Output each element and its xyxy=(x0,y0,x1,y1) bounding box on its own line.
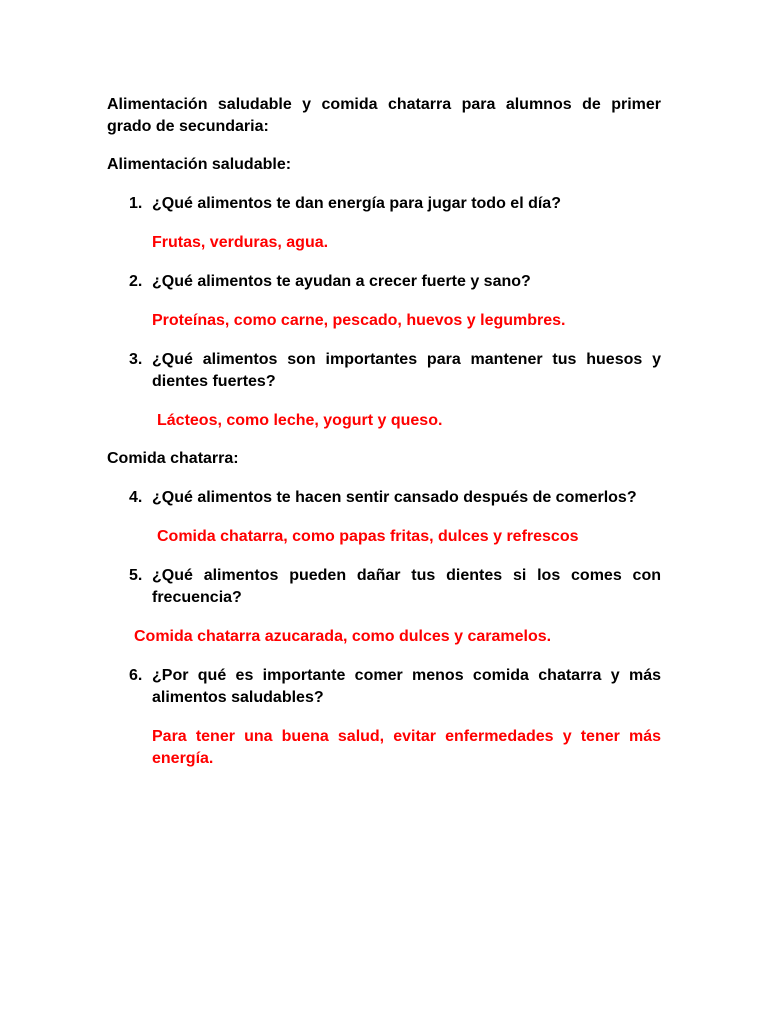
question-number: 1. xyxy=(129,195,143,212)
question-text: ¿Qué alimentos pueden dañar tus dientes si los comes con frecuencia? xyxy=(152,567,661,606)
answer-text: Comida chatarra, como papas fritas, dulces y refrescos xyxy=(157,528,579,545)
document-page xyxy=(107,94,661,770)
section-heading-junk-food: Comida chatarra: xyxy=(107,450,239,467)
question-text: ¿Por qué es importante comer menos comida chatarra y más alimentos saludables? xyxy=(152,667,661,706)
answer-text: Proteínas, como carne, pescado, huevos y legumbres. xyxy=(152,312,566,329)
question-text: ¿Qué alimentos te dan energía para jugar todo el día? xyxy=(152,195,561,212)
answer-text: Frutas, verduras, agua. xyxy=(152,234,329,251)
document-title: Alimentación saludable y comida chatarra para alumnos de primer grado de secundaria: xyxy=(107,96,661,135)
answer-text: Lácteos, como leche, yogurt y queso. xyxy=(157,412,443,429)
question-text: ¿Qué alimentos te hacen sentir cansado después de comerlos? xyxy=(152,489,637,506)
answer-text: Comida chatarra azucarada, como dulces y caramelos. xyxy=(134,628,552,645)
question-number: 5. xyxy=(129,567,143,584)
answer-text: Para tener una buena salud, evitar enfermedades y tener más energía. xyxy=(152,728,661,767)
question-item xyxy=(107,565,661,609)
question-item xyxy=(107,487,661,509)
question-item xyxy=(107,271,661,293)
question-text: ¿Qué alimentos son importantes para mantener tus huesos y dientes fuertes? xyxy=(152,351,661,390)
question-item xyxy=(107,349,661,393)
question-number: 2. xyxy=(129,273,143,290)
question-text: ¿Qué alimentos te ayudan a crecer fuerte y sano? xyxy=(152,273,531,290)
question-number: 6. xyxy=(129,667,143,684)
section-heading-healthy: Alimentación saludable: xyxy=(107,156,292,173)
question-item xyxy=(107,193,661,215)
question-item xyxy=(107,665,661,709)
question-number: 3. xyxy=(129,351,143,368)
question-number: 4. xyxy=(129,489,143,506)
